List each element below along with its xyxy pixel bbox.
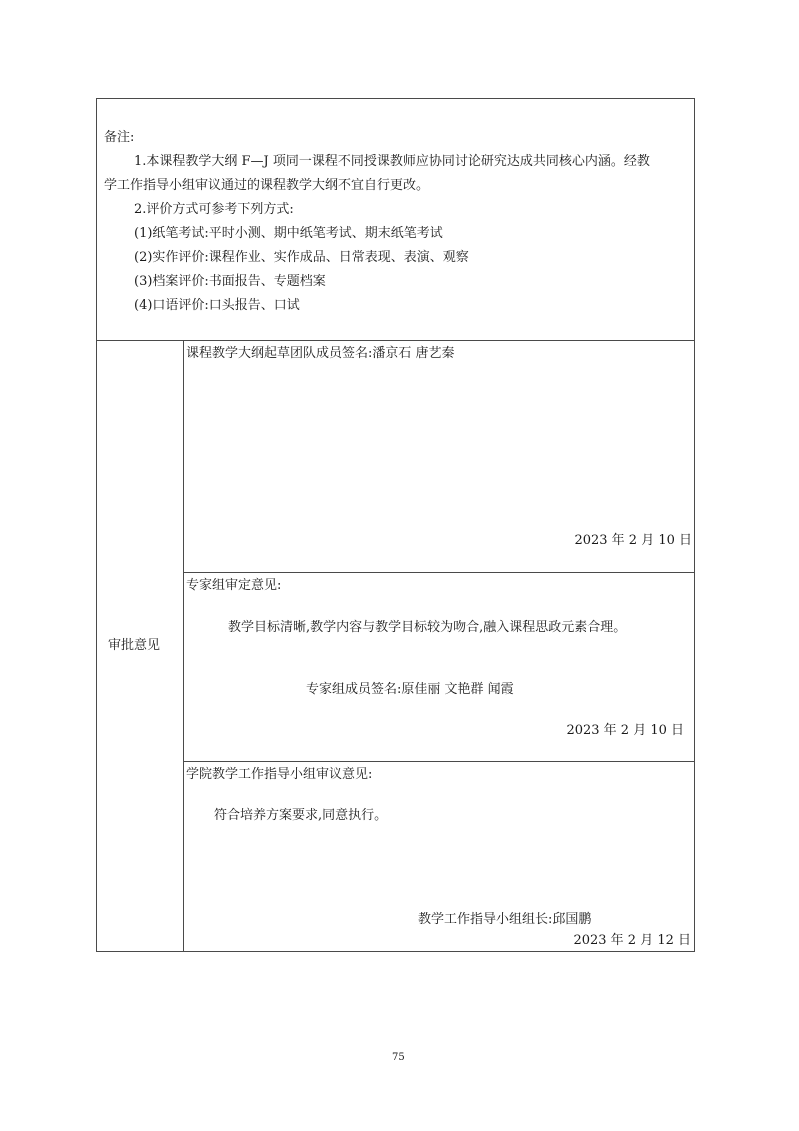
notes-heading: 备注:: [104, 130, 135, 145]
note-item-1-line-2: 学工作指导小组审议通过的课程教学大纲不宜自行更改。: [104, 178, 430, 193]
college-leader-signature: 教学工作指导小组组长:邱国鹏: [418, 912, 592, 927]
expert-college-divider: [183, 761, 695, 762]
evaluation-method-3: (3)档案评价:书面报告、专题档案: [134, 274, 326, 289]
note-item-1-line-1: 1.本课程教学大纲 F—J 项同一课程不同授课教师应协同讨论研究达成共同核心内涵。经教: [134, 154, 650, 169]
evaluation-method-4: (4)口语评价:口头报告、口试: [134, 298, 300, 313]
table-border-left: [96, 98, 97, 952]
label-column-divider: [183, 340, 184, 952]
note-item-2: 2.评价方式可参考下列方式:: [134, 202, 294, 217]
table-border-right: [694, 98, 695, 952]
college-opinion: 符合培养方案要求,同意执行。: [214, 808, 388, 823]
evaluation-method-1: (1)纸笔考试:平时小测、期中纸笔考试、期末纸笔考试: [134, 226, 443, 241]
notes-divider: [96, 340, 695, 341]
college-date: 2023 年 2 月 12 日: [573, 933, 691, 948]
drafting-signature-label: 课程教学大纲起草团队成员签名:潘京石 唐艺秦: [186, 346, 455, 361]
expert-heading: 专家组审定意见:: [186, 578, 282, 593]
expert-signature: 专家组成员签名:原佳丽 文艳群 闻霞: [306, 682, 514, 697]
page-number: 75: [392, 1052, 405, 1063]
approval-label: 审批意见: [108, 638, 161, 653]
evaluation-method-2: (2)实作评价:课程作业、实作成品、日常表现、表演、观察: [134, 250, 469, 265]
table-border-bottom: [96, 951, 695, 952]
college-heading: 学院教学工作指导小组审议意见:: [186, 767, 373, 782]
expert-opinion: 教学目标清晰,教学内容与教学目标较为吻合,融入课程思政元素合理。: [228, 620, 627, 635]
expert-date: 2023 年 2 月 10 日: [566, 723, 684, 738]
drafting-expert-divider: [183, 572, 695, 573]
drafting-date: 2023 年 2 月 10 日: [574, 533, 692, 548]
table-border-top: [96, 98, 695, 99]
